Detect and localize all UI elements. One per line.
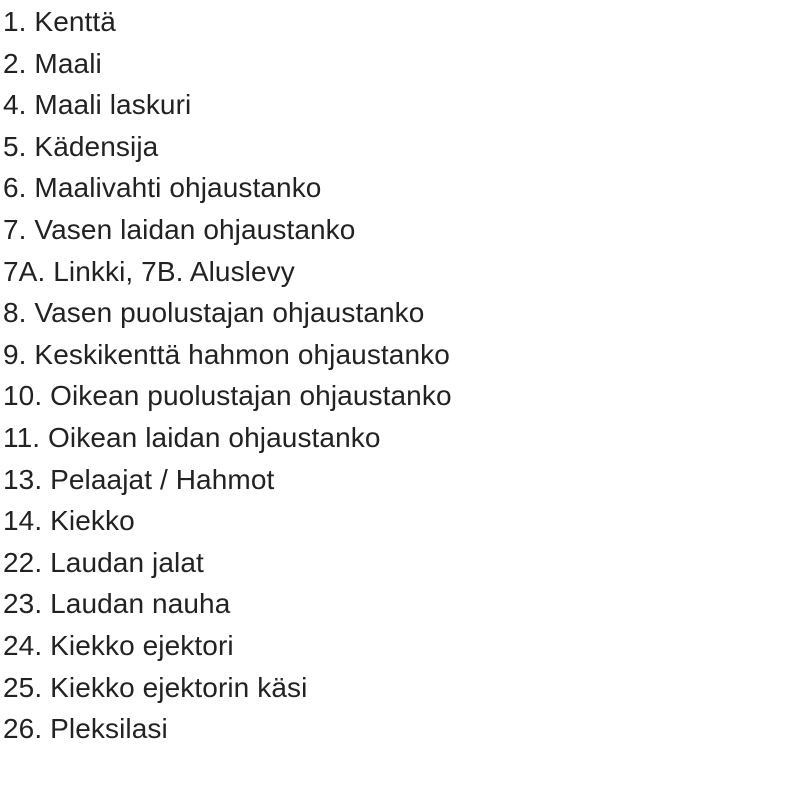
parts-list-item: 24. Kiekko ejektori (3, 629, 234, 661)
parts-list-item: 5. Kädensija (3, 130, 159, 162)
parts-list-item: 6. Maalivahti ohjaustanko (3, 172, 322, 204)
parts-list-item: 2. Maali (3, 47, 102, 79)
parts-list-item: 8. Vasen puolustajan ohjaustanko (3, 297, 425, 329)
parts-list-item: 25. Kiekko ejektorin käsi (3, 671, 308, 703)
parts-list-item: 14. Kiekko (3, 505, 135, 537)
parts-list-item: 4. Maali laskuri (3, 89, 192, 121)
parts-list-item: 22. Laudan jalat (3, 546, 204, 578)
parts-list-item: 11. Oikean laidan ohjaustanko (3, 421, 381, 453)
parts-list-item: 23. Laudan nauha (3, 588, 231, 620)
parts-list-item: 7. Vasen laidan ohjaustanko (3, 213, 356, 245)
parts-list (3, 1, 790, 750)
parts-list-item: 26. Pleksilasi (3, 713, 168, 745)
parts-list-item: 7A. Linkki, 7B. Aluslevy (3, 255, 295, 287)
parts-list-item: 13. Pelaajat / Hahmot (3, 463, 275, 495)
parts-list-item: 10. Oikean puolustajan ohjaustanko (3, 380, 452, 412)
parts-list-item: 1. Kenttä (3, 6, 116, 37)
parts-list-item: 9. Keskikenttä hahmon ohjaustanko (3, 338, 450, 370)
